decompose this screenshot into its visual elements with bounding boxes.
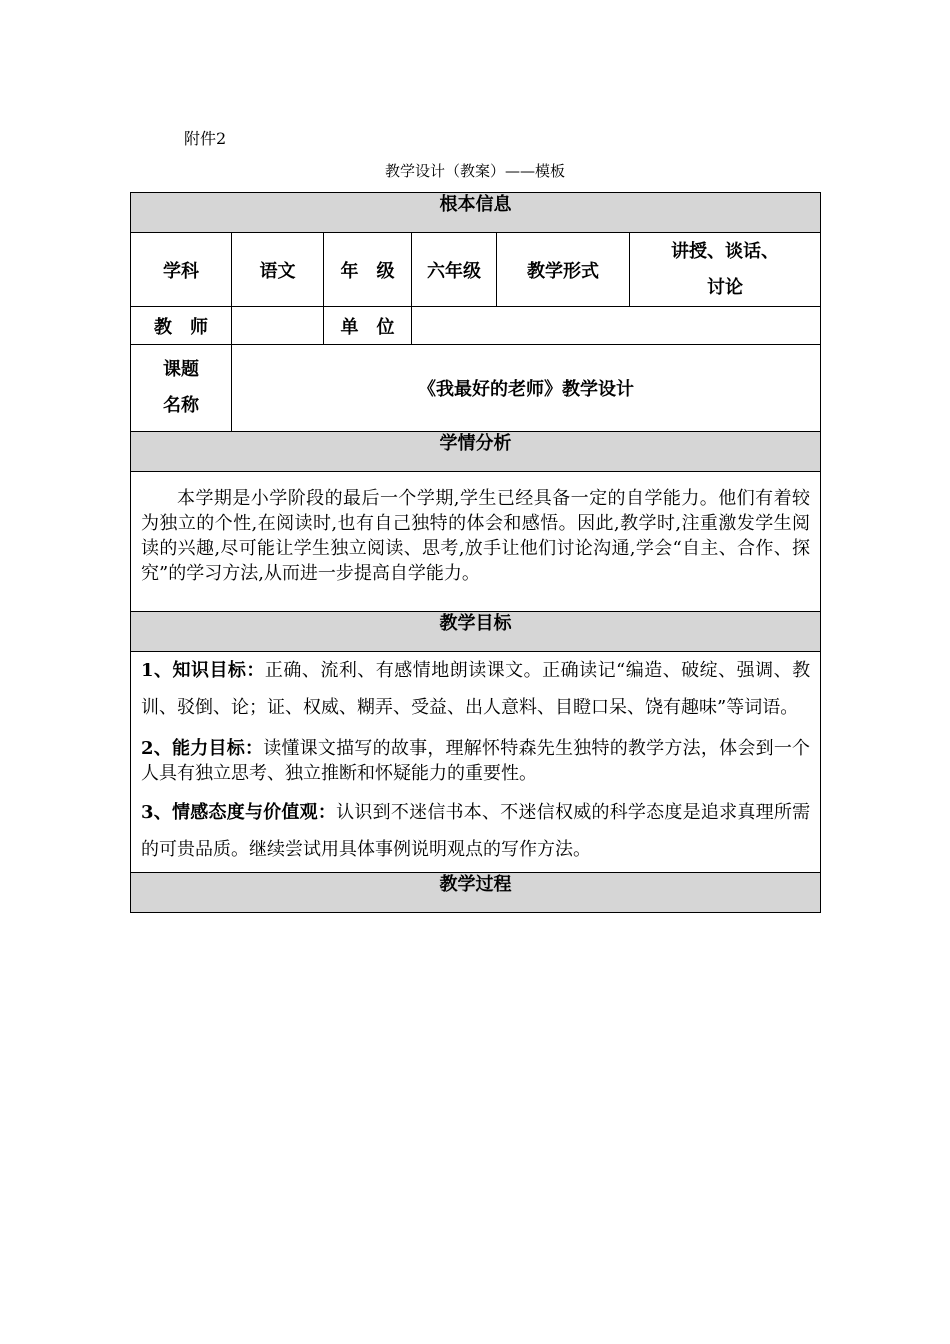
section-basic-info: 根本信息 bbox=[131, 193, 821, 233]
objective-item-values bbox=[141, 794, 810, 868]
unit-label: 单 位 bbox=[324, 307, 412, 345]
section-student-analysis: 学情分析 bbox=[131, 432, 821, 472]
teaching-form-value bbox=[630, 233, 821, 307]
objective-prefix: 3、情感态度与价值观： bbox=[141, 802, 337, 823]
teacher-label: 教 师 bbox=[131, 307, 232, 345]
teaching-form-line2: 讨论 bbox=[707, 276, 744, 298]
objective-text: 认识到不迷信书本、不迷信权威的科学态度是追求真理所需的可贵品质。继续尝试用具体事例说明观点的写作方法。 bbox=[141, 802, 811, 860]
topic-label bbox=[131, 345, 232, 432]
subject-value: 语文 bbox=[232, 233, 324, 307]
document-title: 教学设计（教案）——模板 bbox=[384, 162, 565, 180]
objective-item-ability bbox=[141, 736, 810, 786]
teacher-value bbox=[232, 307, 324, 345]
objective-text: 读懂课文描写的故事，理解怀特森先生独特的教学方法，体会到一个人具有独立思考、独立推断和怀疑能力的重要性。 bbox=[141, 738, 811, 784]
topic-label-line2: 名称 bbox=[163, 395, 199, 416]
student-analysis-text bbox=[131, 472, 821, 612]
teaching-form-line1: 讲授、谈话、 bbox=[671, 240, 780, 262]
objective-item-knowledge bbox=[141, 652, 810, 726]
teaching-form-label: 教学形式 bbox=[497, 233, 630, 307]
section-objectives: 教学目标 bbox=[131, 612, 821, 652]
section-teaching-process: 教学过程 bbox=[131, 873, 821, 913]
objective-prefix: 2、能力目标： bbox=[141, 738, 264, 759]
subject-label: 学科 bbox=[131, 233, 232, 307]
student-analysis-paragraph: 本学期是小学阶段的最后一个学期,学生已经具备一定的自学能力。他们有着较为独立的个性,在阅读时,也有自己独特的体会和感悟。因此,教学时,注重激发学生阅读的兴趣,尽可能让学生独立阅读、思考,放手让他们讨论沟通,学会“自主、合作、探究”的学习方法,从而进一步提高自学能力。 bbox=[141, 488, 811, 584]
objective-text: 正确、流利、有感情地朗读课文。正确读记“编造、破绽、强调、教训、驳倒、论；证、权威、糊弄、受益、出人意料、目瞪口呆、饶有趣味”等词语。 bbox=[141, 660, 811, 718]
lesson-plan-table bbox=[130, 192, 821, 913]
topic-label-line1: 课题 bbox=[163, 359, 199, 380]
attachment-label: 附件2 bbox=[184, 129, 227, 148]
grade-value: 六年级 bbox=[412, 233, 497, 307]
objectives-list bbox=[131, 652, 821, 873]
unit-value bbox=[412, 307, 821, 345]
topic-value: 《我最好的老师》教学设计 bbox=[232, 345, 821, 432]
grade-label: 年 级 bbox=[324, 233, 412, 307]
objective-prefix: 1、知识目标： bbox=[141, 660, 265, 681]
